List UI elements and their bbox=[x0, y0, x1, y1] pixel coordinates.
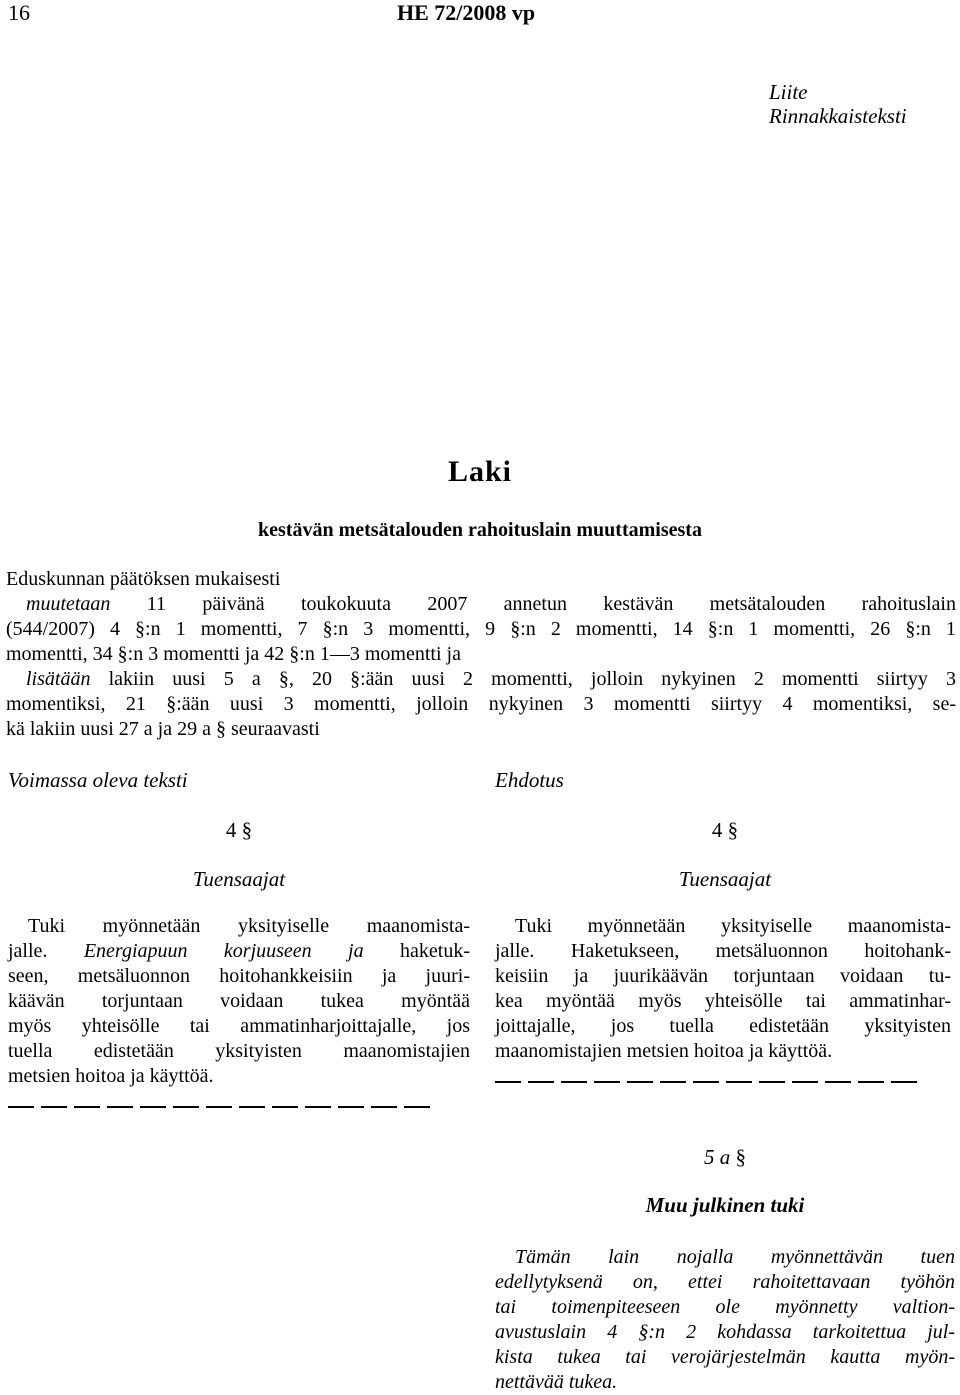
document-id: HE 72/2008 vp bbox=[397, 0, 536, 25]
intro-line: momentiksi, 21 §:ään uusi 3 momentti, jolloin nykyinen 3 momentti siirtyy 4 momentiksi, se- bbox=[6, 693, 956, 715]
right-section-text bbox=[495, 914, 951, 1064]
attachment-label: Liite bbox=[769, 80, 808, 104]
intro-line: kä lakiin uusi 27 a ja 29 a § seuraavasti bbox=[6, 718, 320, 740]
intro-keyword: muutetaan bbox=[26, 593, 111, 615]
dash bbox=[660, 1081, 686, 1083]
intro-text: 11 päivänä toukokuuta 2007 annetun kestävän metsätalouden rahoituslain bbox=[110, 593, 956, 615]
intro-line: Eduskunnan päätöksen mukaisesti bbox=[6, 568, 281, 590]
page-number: 16 bbox=[8, 0, 30, 25]
dash bbox=[693, 1081, 719, 1083]
intro-line: (544/2007) 4 §:n 1 momentti, 7 §:n 3 momentti, 9 §:n 2 momentti, 14 §:n 1 momentti, 26 §:n 1 bbox=[6, 618, 956, 640]
text-line: jalle. Haketukseen, metsäluonnon hoitohank- bbox=[495, 940, 951, 962]
intro-line: momentti, 34 §:n 3 momentti ja 42 §:n 1—3 momentti ja bbox=[6, 643, 461, 665]
text-line: avustuslain 4 §:n 2 kohdassa tarkoitettua jul- bbox=[495, 1321, 955, 1343]
omission-dashes bbox=[8, 1106, 448, 1108]
dash bbox=[8, 1106, 34, 1108]
intro-line bbox=[6, 592, 956, 617]
section-5a-num-text: 5 a bbox=[704, 1145, 731, 1169]
section-5a-text bbox=[495, 1245, 955, 1395]
text-part-italic: Energiapuun korjuuseen ja bbox=[83, 940, 364, 962]
text-line: käävän torjuntaan voidaan tukea myöntää bbox=[8, 990, 470, 1012]
text-line: metsien hoitoa ja käyttöä. bbox=[8, 1065, 214, 1087]
left-section-number: 4 § bbox=[225, 818, 253, 842]
right-section-number: 4 § bbox=[711, 818, 739, 842]
text-line: joittajalle, jos tuella edistetään yksityisten bbox=[495, 1015, 951, 1037]
column-heading-proposal: Ehdotus bbox=[495, 768, 564, 792]
dash bbox=[792, 1081, 818, 1083]
section-sign: § bbox=[735, 1145, 746, 1169]
law-title: Laki bbox=[447, 455, 513, 488]
dash bbox=[627, 1081, 653, 1083]
dash bbox=[140, 1106, 166, 1108]
left-section-text bbox=[8, 914, 470, 1089]
dash bbox=[107, 1106, 133, 1108]
dash bbox=[891, 1081, 917, 1083]
dash bbox=[305, 1106, 331, 1108]
intro-line bbox=[6, 667, 956, 692]
dash bbox=[41, 1106, 67, 1108]
right-section-title: Tuensaajat bbox=[678, 867, 772, 891]
text-part: jalle. bbox=[8, 940, 84, 962]
intro-paragraph bbox=[6, 567, 956, 742]
text-line: edellytyksenä on, ettei rahoitettavaan työhön bbox=[495, 1271, 955, 1293]
section-5a-title: Muu julkinen tuki bbox=[645, 1193, 805, 1217]
text-line: Tuki myönnetään yksityiselle maanomista- bbox=[515, 915, 951, 937]
dash bbox=[594, 1081, 620, 1083]
dash bbox=[528, 1081, 554, 1083]
intro-keyword: lisätään bbox=[26, 668, 91, 690]
law-subtitle: kestävän metsätalouden rahoituslain muuttamisesta bbox=[258, 519, 702, 541]
text-line bbox=[8, 939, 470, 964]
attachment-sublabel: Rinnakkaisteksti bbox=[769, 104, 907, 128]
dash bbox=[825, 1081, 851, 1083]
dash bbox=[404, 1106, 430, 1108]
dash bbox=[759, 1081, 785, 1083]
left-section-title: Tuensaajat bbox=[192, 867, 286, 891]
text-line: nettävää tukea. bbox=[495, 1371, 618, 1393]
dash bbox=[74, 1106, 100, 1108]
omission-dashes bbox=[495, 1081, 935, 1083]
dash bbox=[338, 1106, 364, 1108]
text-line: keisiin ja juurikäävän torjuntaan voidaan tu- bbox=[495, 965, 951, 987]
dash bbox=[272, 1106, 298, 1108]
text-line: kea myöntää myös yhteisölle tai ammatinhar- bbox=[495, 990, 951, 1012]
text-part: haketuk- bbox=[363, 940, 470, 962]
text-line: seen, metsäluonnon hoitohankkeisiin ja juuri- bbox=[8, 965, 470, 987]
dash bbox=[561, 1081, 587, 1083]
dash bbox=[173, 1106, 199, 1108]
dash bbox=[239, 1106, 265, 1108]
text-line: myös yhteisölle tai ammatinharjoittajalle, jos bbox=[8, 1015, 470, 1037]
dash bbox=[858, 1081, 884, 1083]
text-line: Tuki myönnetään yksityiselle maanomista- bbox=[28, 915, 470, 937]
intro-text: lakiin uusi 5 a §, 20 §:ään uusi 2 momentti, jolloin nykyinen 2 momentti siirtyy 3 bbox=[90, 668, 956, 690]
dash bbox=[495, 1081, 521, 1083]
text-line: tuella edistetään yksityisten maanomistajien bbox=[8, 1040, 470, 1062]
dash bbox=[726, 1081, 752, 1083]
section-5a-number bbox=[495, 1145, 955, 1170]
column-heading-current: Voimassa oleva teksti bbox=[8, 768, 188, 792]
dash bbox=[371, 1106, 397, 1108]
text-line: kista tukea tai verojärjestelmän kautta myön- bbox=[495, 1346, 955, 1368]
text-line: Tämän lain nojalla myönnettävän tuen bbox=[515, 1246, 955, 1268]
dash bbox=[206, 1106, 232, 1108]
text-line: tai toimenpiteeseen ole myönnetty valtion- bbox=[495, 1296, 955, 1318]
text-line: maanomistajien metsien hoitoa ja käyttöä. bbox=[495, 1040, 833, 1062]
